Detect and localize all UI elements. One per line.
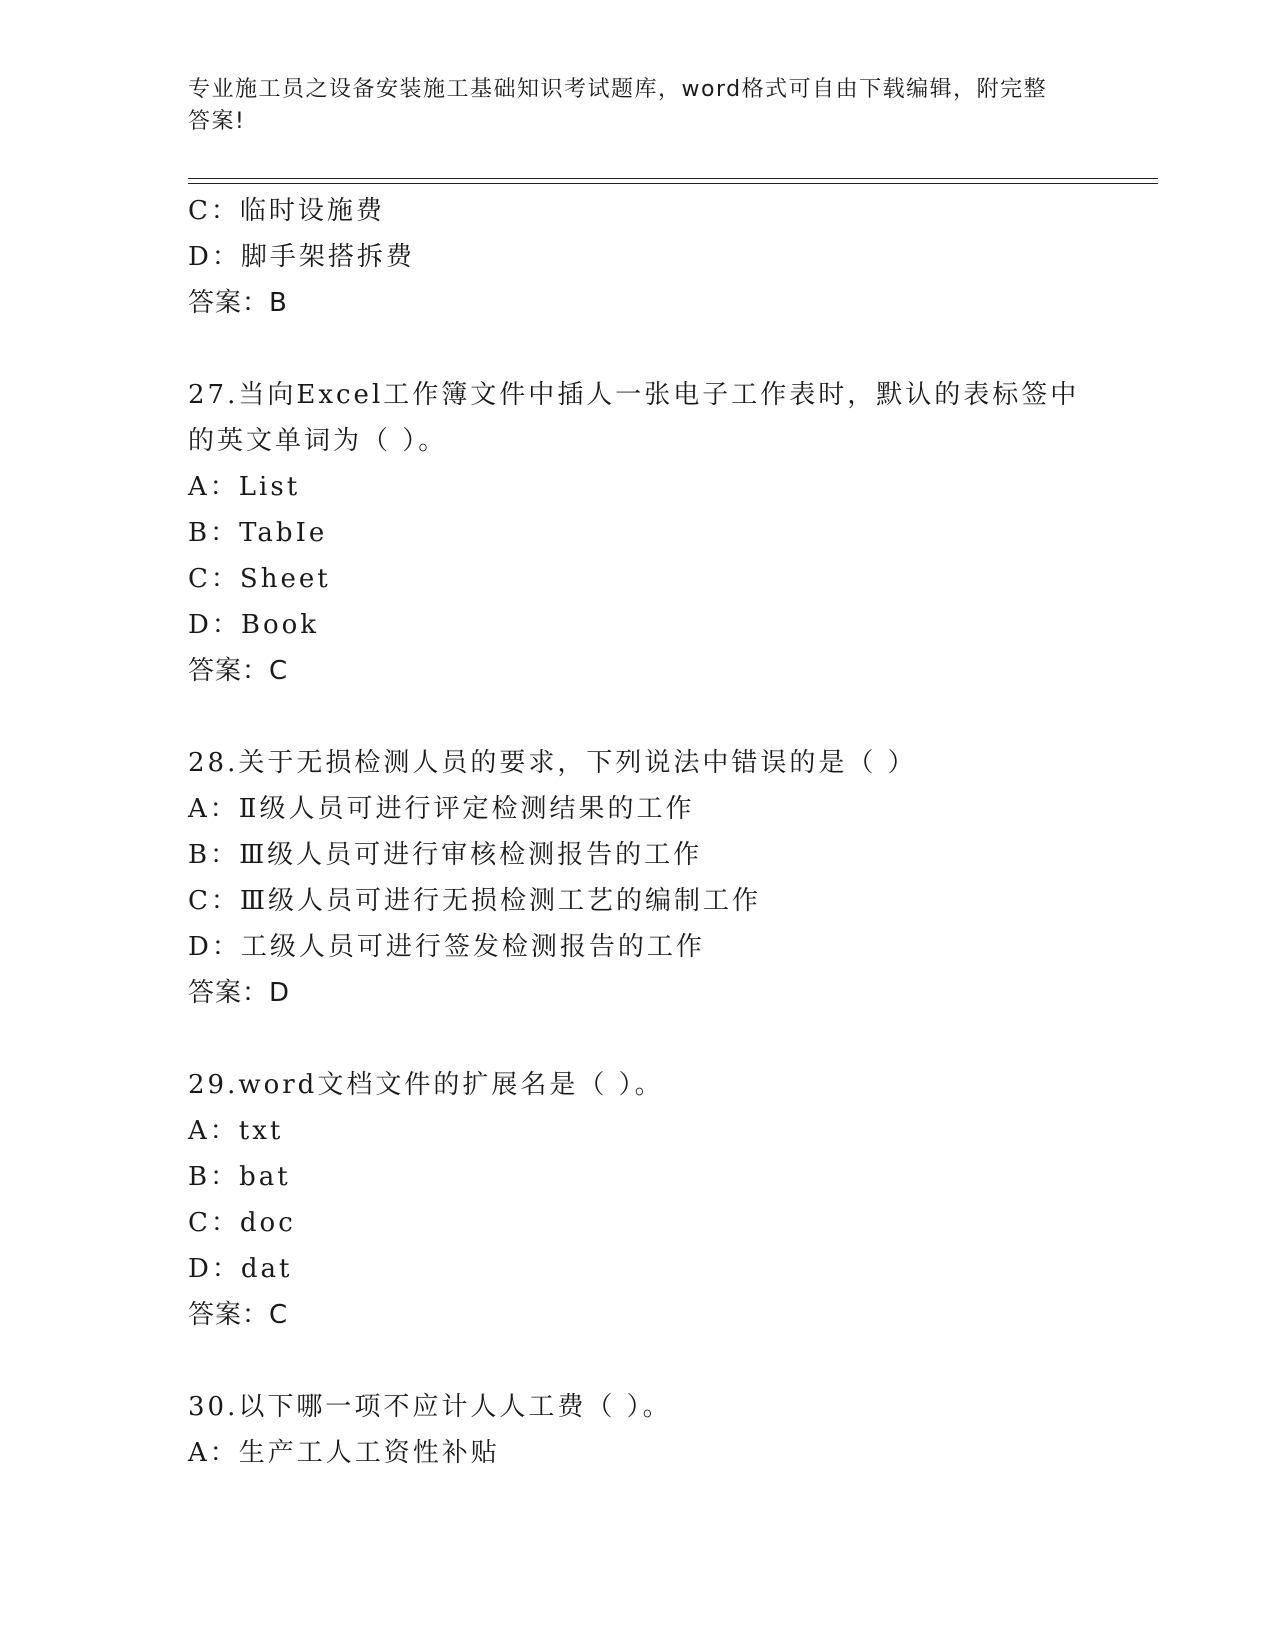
question-28 (188, 740, 1108, 1016)
option-a: A：List (188, 472, 301, 502)
option-b: B：Ⅲ级人员可进行审核检测报告的工作 (188, 840, 703, 870)
option-d: D：工级人员可进行签发检测报告的工作 (188, 932, 705, 962)
option-c: C：Sheet (188, 564, 331, 594)
question-list (188, 188, 1108, 1476)
question-stem: 30.以下哪一项不应计人人工费（ ）。 (188, 1392, 672, 1422)
option-b: B：bat (188, 1162, 291, 1192)
question-stem: 28.关于无损检测人员的要求，下列说法中错误的是（ ） (188, 748, 917, 778)
spacer (188, 1338, 1108, 1384)
option-a: A：txt (188, 1116, 284, 1146)
question-27 (188, 372, 1108, 694)
answer-line: 答案：B (188, 288, 288, 318)
answer-line: 答案：D (188, 978, 291, 1008)
option-d: D：Book (188, 610, 320, 640)
header-rule-bottom (188, 183, 1158, 184)
answer-line: 答案：C (188, 656, 289, 686)
option-c: C：临时设施费 (188, 196, 385, 226)
option-d: D：dat (188, 1254, 293, 1284)
option-c: C：doc (188, 1208, 296, 1238)
option-b: B：TabIe (188, 518, 328, 548)
header-rule-top (188, 178, 1158, 179)
question-26-partial (188, 188, 1108, 326)
spacer (188, 694, 1108, 740)
question-30 (188, 1384, 1108, 1476)
option-c: C：Ⅲ级人员可进行无损检测工艺的编制工作 (188, 886, 761, 916)
question-29 (188, 1062, 1108, 1338)
option-a: A：生产工人工资性补贴 (188, 1438, 500, 1468)
answer-line: 答案：C (188, 1300, 289, 1330)
question-stem: 29.word文档文件的扩展名是（ ）。 (188, 1070, 664, 1100)
option-a: A：Ⅱ级人员可进行评定检测结果的工作 (188, 794, 695, 824)
question-stem: 27.当向Excel工作簿文件中插人一张电子工作表时，默认的表标签中的英文单词为（ ）。 (188, 380, 1080, 456)
option-d: D：脚手架搭拆费 (188, 242, 415, 272)
spacer (188, 1016, 1108, 1062)
spacer (188, 326, 1108, 372)
document-header: 专业施工员之设备安装施工基础知识考试题库，word格式可自由下载编辑，附完整答案! (188, 77, 1048, 134)
